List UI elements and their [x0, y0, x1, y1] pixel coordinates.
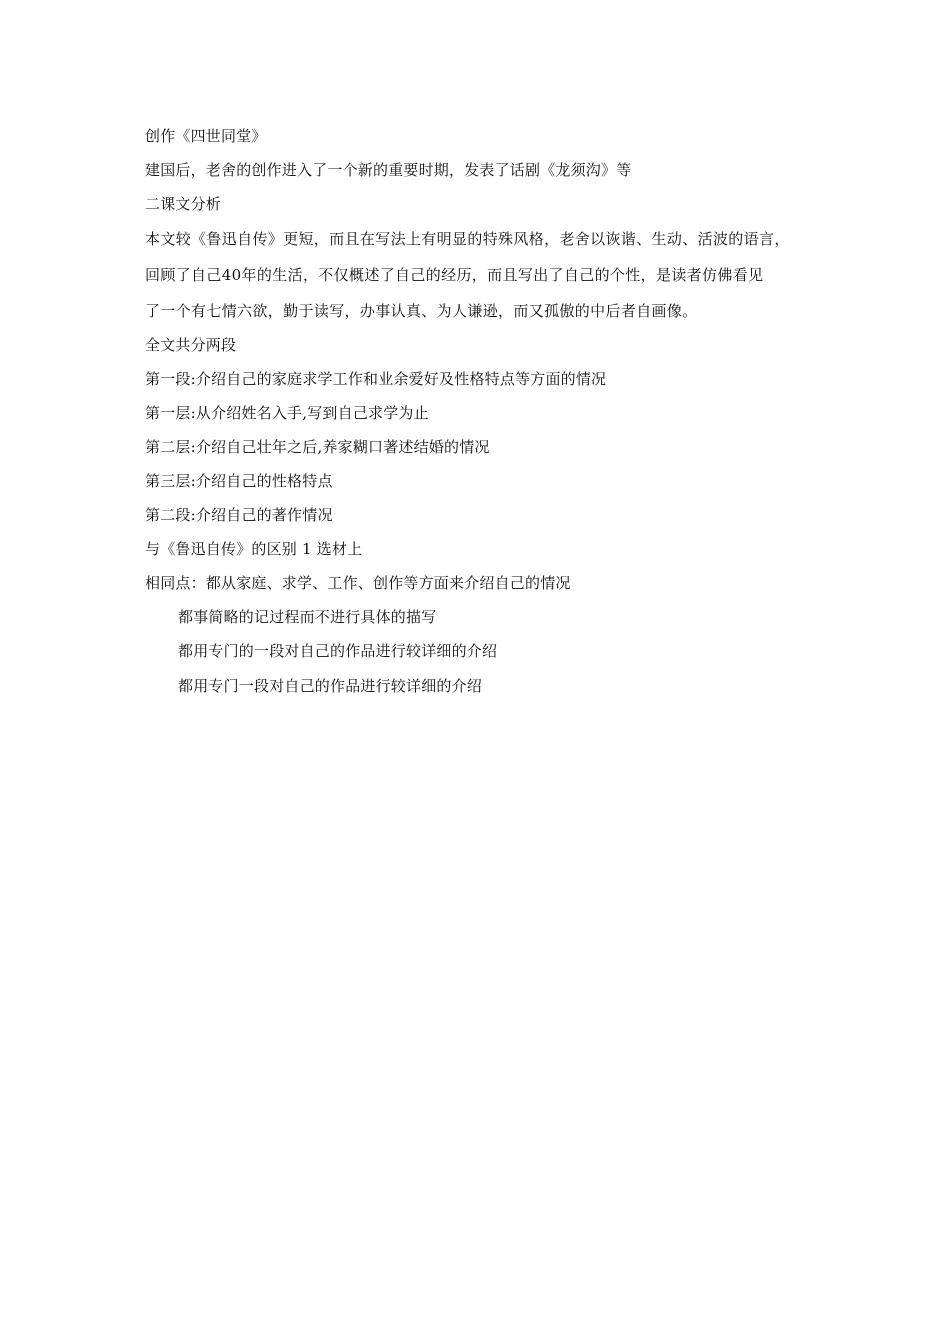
- text-line-similarity-point-2: 都用专门的一段对自己的作品进行较详细的介绍: [178, 642, 498, 660]
- paragraph-line-1: 本文较《鲁迅自传》更短，而且在写法上有明显的特殊风格，老舍以诙谐、生动、活波的语言，: [145, 230, 790, 248]
- text-line-layer-two: 第二层:介绍自己壮年之后,养家糊口著述结婚的情况: [145, 438, 490, 456]
- section-heading-analysis: 二课文分析: [145, 195, 222, 213]
- text-line-section-two: 第二段:介绍自己的著作情况: [145, 506, 333, 524]
- text-line-two-sections: 全文共分两段: [145, 336, 237, 354]
- text-line-similarity-point-3: 都用专门一段对自己的作品进行较详细的介绍: [178, 677, 483, 695]
- text-line-postliberation: 建国后，老舍的创作进入了一个新的重要时期，发表了话剧《龙须沟》等: [145, 161, 632, 179]
- text-line-difference: 与《鲁迅自传》的区别 1 选材上: [145, 540, 363, 558]
- text-line-layer-three: 第三层:介绍自己的性格特点: [145, 472, 333, 490]
- text-line-work-title: 创作《四世同堂》: [145, 127, 267, 145]
- text-line-layer-one: 第一层:从介绍姓名入手,写到自己求学为止: [145, 404, 429, 422]
- text-line-similarity: 相同点：都从家庭、求学、工作、创作等方面来介绍自己的情况: [145, 574, 571, 592]
- paragraph-line-2: 回顾了自己40年的生活，不仅概述了自己的经历，而且写出了自己的个性，是读者仿佛看见: [145, 266, 764, 284]
- text-line-section-one: 第一段:介绍自己的家庭求学工作和业余爱好及性格特点等方面的情况: [145, 370, 607, 388]
- paragraph-line-3: 了一个有七情六欲，勤于读写，办事认真、为人谦逊，而又孤傲的中后者自画像。: [145, 302, 698, 320]
- text-line-similarity-point-1: 都事简略的记过程而不进行具体的描写: [178, 608, 437, 626]
